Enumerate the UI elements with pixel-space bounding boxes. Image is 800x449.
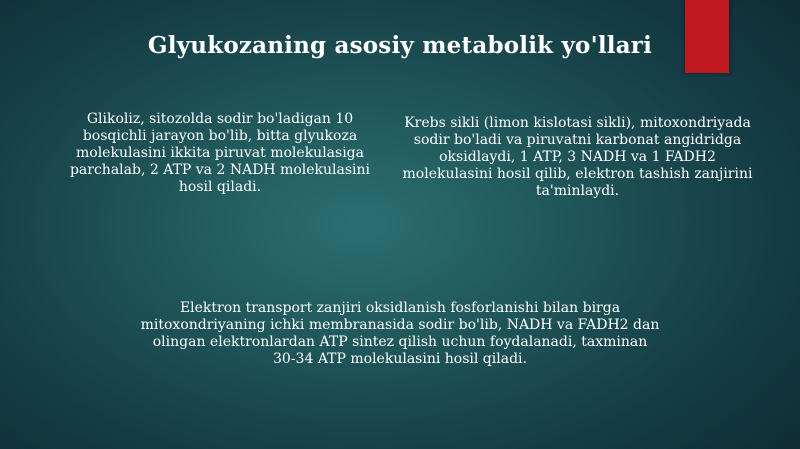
slide-title: Glyukozaning asosiy metabolik yo'llari: [147, 32, 653, 59]
krebs-cycle-paragraph: Krebs sikli (limon kislotasi sikli), mitoxondriyada sodir bo'ladi va piruvatni karbonat angidridga oksidlaydi, 1 ATP, 3 NADH va 1 FADH2 molekulasini hosil qilib, elektron tashish zanjirini ta'minlaydi.: [402, 115, 753, 199]
electron-transport-paragraph: Elektron transport zanjiri oksidlanish fosforlanishi bilan birga mitoxondriyaning ichki membranasida sodir bo'lib, NADH va FADH2 dan olingan elektronlardan ATP sintez qilish uchun foydalanadi, taxminan 30-34 ATP molekulasini hosil qiladi.: [140, 300, 660, 367]
glycolysis-paragraph: Glikoliz, sitozolda sodir bo'ladigan 10 bosqichli jarayon bo'lib, bitta glyukoza molekulasini ikkita piruvat molekulasiga parchalab, 2 ATP va 2 NADH molekulasini hosil qiladi.: [69, 111, 371, 195]
